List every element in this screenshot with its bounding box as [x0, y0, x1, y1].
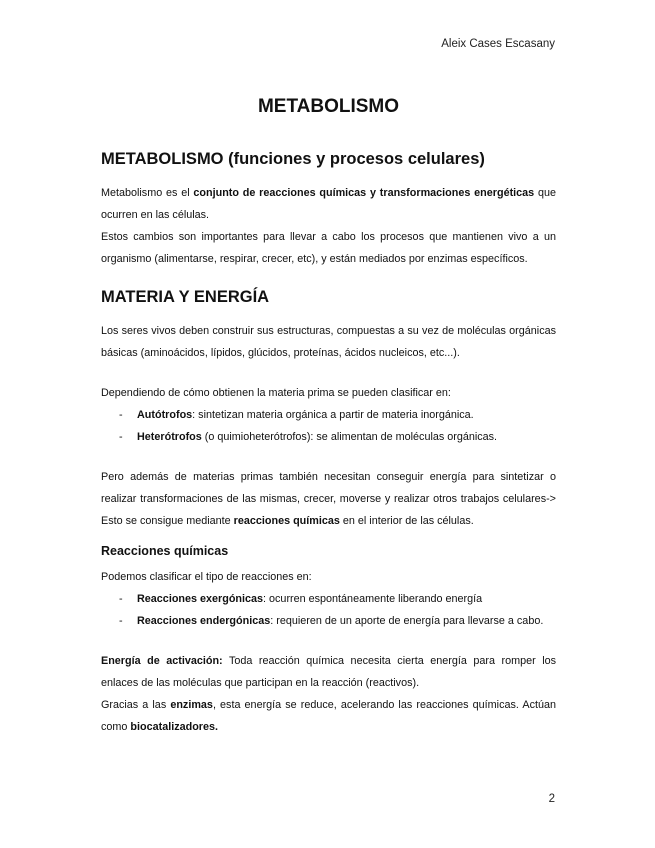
- bold-run: Heterótrofos: [137, 431, 202, 443]
- text-run: (o quimioheterótrofos): se alimentan de moléculas orgánicas.: [201, 431, 498, 443]
- subsection-heading-reacciones: Reacciones químicas: [101, 544, 229, 558]
- text-run: Pero además de materias primas también necesitan conseguir energía para sintetizar o realizar transformaciones de las mismas, crecer, moverse y realizar otros trabajos celulares-> Esto se consigue mediante: [101, 471, 556, 527]
- text-run: Toda reacción química necesita cierta energía para romper los enlaces de las moléculas que participan en la reacción (reactivos).: [101, 655, 556, 689]
- text-run: : ocurren espontáneamente liberando energía: [263, 593, 483, 605]
- list-organism-types: [101, 404, 556, 448]
- paragraph-energy: [101, 466, 556, 532]
- bold-run: Reacciones exergónicas: [137, 593, 264, 605]
- dash-bullet: -: [119, 615, 123, 627]
- text-run: que ocurren en las células.: [101, 187, 557, 221]
- text-run: en el interior de las células.: [339, 515, 474, 527]
- bold-run: Reacciones endergónicas: [137, 615, 271, 627]
- section-heading-metabolismo: METABOLISMO (funciones y procesos celulares): [101, 150, 485, 168]
- section-heading-materia-energia: MATERIA Y ENERGÍA: [101, 288, 270, 306]
- paragraph-structures: Los seres vivos deben construir sus estructuras, compuestas a su vez de moléculas orgánicas básicas (aminoácidos, lípidos, glúcidos, proteínas, ácidos nucleicos, etc...).: [101, 325, 556, 359]
- paragraph-definition: [101, 182, 556, 226]
- dash-bullet: -: [119, 593, 123, 605]
- list-reaction-types: [101, 588, 556, 632]
- document-title: METABOLISMO: [257, 96, 400, 117]
- bold-run: Autótrofos: [137, 409, 193, 421]
- text-run: Gracias a las: [101, 699, 171, 711]
- bold-run: reacciones químicas: [233, 515, 340, 527]
- bold-run: conjunto de reacciones químicas y transformaciones energéticas: [193, 187, 535, 199]
- bold-run: enzimas: [170, 699, 213, 711]
- dash-bullet: -: [119, 431, 123, 443]
- list-item: [101, 588, 556, 610]
- list-item: [101, 610, 556, 632]
- list-item: [101, 426, 556, 448]
- paragraph-enzymes: [101, 694, 556, 738]
- paragraph-classification: Dependiendo de cómo obtienen la materia prima se pueden clasificar en:: [101, 387, 451, 399]
- page-content: [101, 92, 556, 738]
- paragraph-reaction-types: Podemos clasificar el tipo de reacciones en:: [101, 571, 312, 583]
- text-run: : requieren de un aporte de energía para llevarse a cabo.: [270, 615, 544, 627]
- paragraph-importance: Estos cambios son importantes para llevar a cabo los procesos que mantienen vivo a un organismo (alimentarse, respirar, crecer, etc), y están mediados por enzimas específicos.: [101, 231, 556, 265]
- bold-run: Energía de activación:: [101, 655, 223, 667]
- text-run: , esta energía se reduce, acelerando las reacciones químicas. Actúan como: [101, 699, 556, 733]
- list-item: [101, 404, 556, 426]
- dash-bullet: -: [119, 409, 123, 421]
- text-run: Metabolismo es el: [101, 187, 194, 199]
- text-run: : sintetizan materia orgánica a partir de materia inorgánica.: [192, 409, 474, 421]
- bold-run: biocatalizadores.: [130, 721, 219, 733]
- header-author: Aleix Cases Escasany: [441, 38, 555, 50]
- page-number: 2: [548, 793, 555, 805]
- paragraph-activation-energy: [101, 650, 556, 694]
